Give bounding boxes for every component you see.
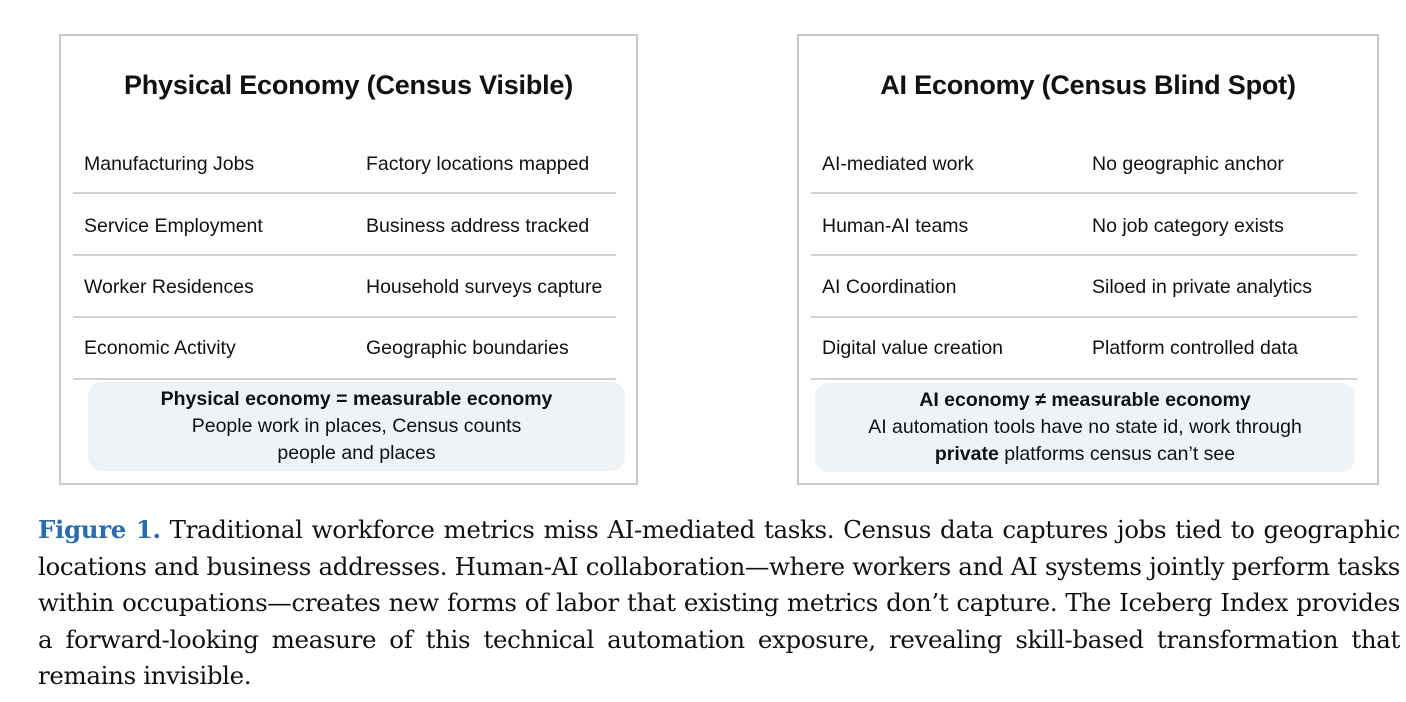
row-detail: Platform controlled data (1092, 337, 1298, 359)
note-line: people and places (277, 442, 436, 464)
row-detail: No geographic anchor (1092, 153, 1284, 175)
figure-caption (38, 512, 1400, 695)
summary-note (815, 383, 1355, 472)
row-label: Economic Activity (84, 337, 236, 359)
physical-economy-table (73, 141, 616, 380)
row-label: Manufacturing Jobs (84, 153, 255, 175)
table-row (811, 141, 1357, 194)
row-label: Human-AI teams (822, 215, 969, 237)
row-detail: Geographic boundaries (366, 337, 569, 359)
note-heading: AI economy ≠ measurable economy (919, 389, 1251, 411)
figure-label: Figure 1. (38, 515, 161, 544)
table-row (73, 141, 616, 194)
row-label: Service Employment (84, 215, 263, 237)
table-row (73, 318, 616, 380)
row-detail: Household surveys capture (366, 276, 603, 298)
panel-title: Physical Economy (Census Visible) (123, 70, 574, 100)
row-detail: Factory locations mapped (366, 153, 590, 175)
row-detail: No job category exists (1092, 215, 1284, 237)
row-detail: Business address tracked (366, 215, 590, 237)
table-row (811, 256, 1357, 318)
panel-title: AI Economy (Census Blind Spot) (880, 70, 1296, 100)
row-detail: Siloed in private analytics (1092, 276, 1313, 298)
table-row (811, 194, 1357, 256)
row-label: Worker Residences (84, 276, 254, 298)
summary-note (88, 382, 625, 471)
row-label: AI Coordination (822, 276, 957, 298)
note-line: AI automation tools have no state id, work through (868, 416, 1302, 438)
note-line-rest: platforms census can’t see (998, 443, 1236, 465)
note-line (815, 441, 1355, 468)
table-row (811, 318, 1357, 380)
note-emphasis: private (934, 443, 999, 465)
physical-economy-panel (59, 34, 638, 485)
caption-text: Traditional workforce metrics miss AI-mediated tasks. Census data captures jobs tied to geographic locations and business addresses. Human-AI collaboration—where workers and AI systems jointly perform tasks within occupations—creates new forms of labor that existing metrics don’t capture. The Iceberg Index provides a forward-looking measure of this technical automation exposure, revealing skill-based transformation that remains invisible. (38, 515, 1400, 690)
row-label: AI-mediated work (822, 153, 974, 175)
table-row (73, 256, 616, 318)
note-line: People work in places, Census counts (191, 415, 522, 437)
note-heading: Physical economy = measurable economy (160, 388, 553, 410)
ai-economy-panel (797, 34, 1379, 485)
table-row (73, 194, 616, 256)
row-label: Digital value creation (822, 337, 1004, 359)
ai-economy-table (811, 141, 1357, 380)
